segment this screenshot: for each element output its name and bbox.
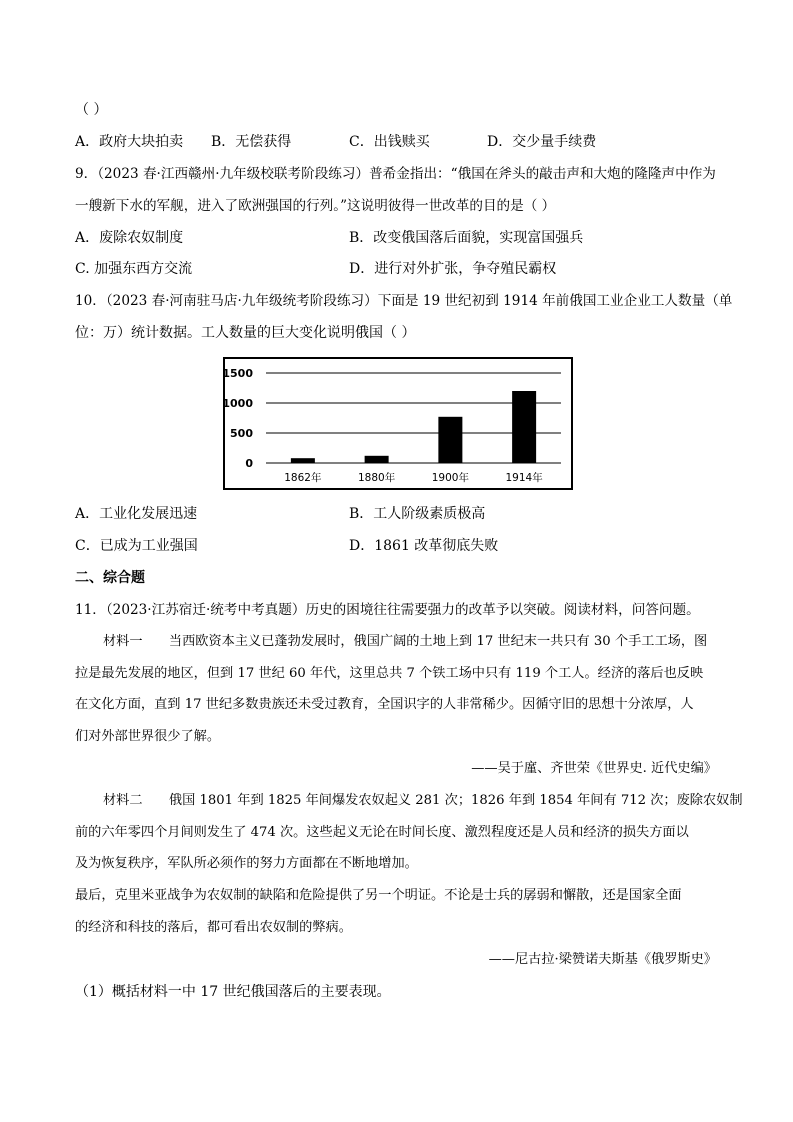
q9-stem-line2: 一艘新下水的军舰，进入了欧洲强国的行列。”这说明彼得一世改革的目的是（ ） [75, 198, 556, 214]
sub-question-1: （1）概括材料一中 17 世纪俄国落后的主要表现。 [75, 984, 391, 1000]
q9-option-d: D．进行对外扩张，争夺殖民霸权 [349, 261, 557, 277]
q8-option-b: B．无偿获得 [211, 134, 292, 150]
material1-line1: 材料一 当西欧资本主义已蓬勃发展时，俄国广阔的土地上到 17 世纪末一共只有 30 个手工工场，图 [103, 634, 708, 649]
worker-count-chart [223, 357, 573, 490]
q8-option-c: C．出钱赎买 [349, 134, 430, 150]
material2-source: ——尼古拉·梁赞诺夫斯基《俄罗斯史》 [488, 952, 717, 967]
bar [512, 391, 536, 463]
q8-option-d: D．交少量手续费 [487, 134, 597, 150]
material1-line2: 拉是最先发展的地区，但到 17 世纪 60 年代，这里总共 7 个铁工场中只有 119 个工人。经济的落后也反映 [75, 666, 704, 681]
x-tick-label: 1914年 [505, 472, 543, 484]
x-tick-label: 1862年 [284, 472, 322, 484]
bar-chart-svg [225, 359, 571, 488]
q10-stem-line2: 位：万）统计数据。工人数量的巨大变化说明俄国（ ） [75, 325, 416, 341]
material1-source: ——吴于廑、齐世荣《世界史. 近代史编》 [471, 761, 717, 776]
material2-line5: 的经济和科技的落后，都可看出农奴制的弊病。 [75, 920, 352, 935]
q9-stem-line1: 9．（2023 春·江西赣州·九年级校联考阶段练习）普希金指出：“俄国在斧头的敲击声和大炮的隆隆声中作为 [75, 166, 716, 182]
material2-line1: 材料二 俄国 1801 年到 1825 年间爆发农奴起义 281 次；1826 年到 1854 年间有 712 次；废除农奴制 [103, 793, 743, 808]
bar [365, 456, 389, 463]
q9-option-b: B．改变俄国落后面貌，实现富国强兵 [349, 230, 584, 246]
bar [291, 458, 315, 463]
y-tick-label: 0 [245, 457, 253, 470]
q10-option-c: C．已成为工业强国 [75, 538, 198, 554]
x-tick-label: 1880年 [358, 472, 396, 484]
material1-line3: 在文化方面，直到 17 世纪多数贵族还未受过教育，全国识字的人非常稀少。因循守旧的思想十分浓厚，人 [75, 697, 694, 712]
q10-option-a: A．工业化发展迅速 [75, 506, 198, 522]
q8-answer-paren: （ ） [75, 102, 108, 118]
y-tick-label: 1500 [225, 367, 253, 380]
q9-option-a: A．废除农奴制度 [75, 230, 184, 246]
material2-line3: 及为恢复秩序，军队所必须作的努力方面都在不断地增加。 [75, 856, 418, 871]
y-tick-label: 1000 [225, 397, 253, 410]
q9-option-c: C. 加强东西方交流 [75, 261, 193, 277]
q8-option-a: A．政府大块拍卖 [75, 134, 184, 150]
material2-line2: 前的六年零四个月间则发生了 474 次。这些起义无论在时间长度、激烈程度还是人员和经济的损失方面以 [75, 825, 689, 840]
q10-option-b: B．工人阶级素质极高 [349, 506, 486, 522]
material1-line4: 们对外部世界很少了解。 [75, 729, 221, 744]
material2-line4: 最后，克里米亚战争为农奴制的缺陷和危险提供了另一个明证。不论是士兵的孱弱和懈散，还是国家全面 [75, 888, 682, 903]
q10-option-d: D．1861 改革彻底失败 [349, 538, 499, 554]
y-tick-label: 500 [230, 427, 253, 440]
bar [438, 417, 462, 463]
q10-stem-line1: 10．（2023 春·河南驻马店·九年级统考阶段练习）下面是 19 世纪初到 1914 年前俄国工业企业工人数量（单 [75, 293, 733, 309]
x-tick-label: 1900年 [431, 472, 469, 484]
q11-stem: 11．（2023·江苏宿迁·统考中考真题）历史的困境往往需要强力的改革予以突破。阅读材料，问答问题。 [75, 602, 700, 618]
section-heading: 二、综合题 [75, 570, 145, 586]
